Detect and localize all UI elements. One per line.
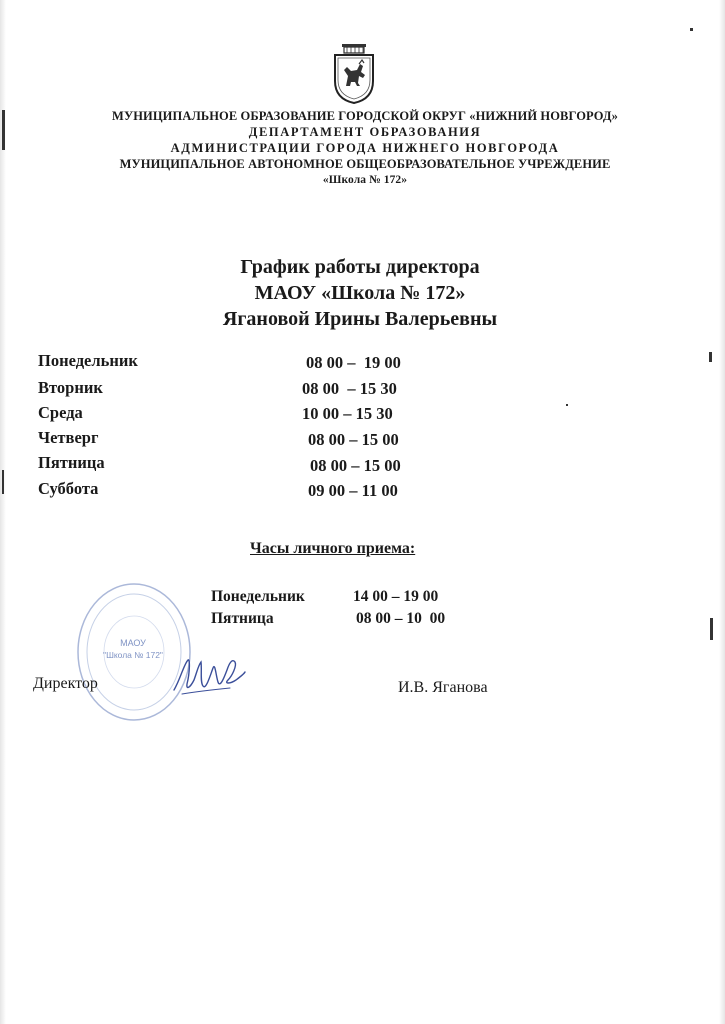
header-school-name: «Школа № 172» [322,174,408,186]
header-department: ДЕПАРТАМЕНТ ОБРАЗОВАНИЯ [248,125,482,139]
reception-hours: 14 00 – 19 00 [353,588,439,605]
scan-speck [709,352,712,362]
schedule-day: Среда [38,403,83,422]
signatory-role: Директор [33,675,98,692]
schedule-hours: 08 00 – 19 00 [306,353,401,372]
schedule-hours: 10 00 – 15 30 [302,404,393,423]
header-municipality: МУНИЦИПАЛЬНОЕ ОБРАЗОВАНИЕ ГОРОДСКОЙ ОКРУГ «НИЖНИЙ НОВГОРОД» [112,109,618,123]
scan-speck [690,28,693,31]
scan-speck [710,618,713,640]
reception-hours: 08 00 – 10 00 [356,610,446,627]
scan-speck [2,470,4,494]
stamp-line-school: "Школа № 172" [103,650,163,660]
schedule-day: Четверг [38,428,99,447]
schedule-hours: 08 00 – 15 00 [308,430,399,449]
title-line-school: МАОУ «Школа № 172» [254,282,466,304]
stamp-line-org: МАОУ [120,638,146,648]
schedule-hours: 08 00 – 15 00 [310,456,401,475]
header-institution-type: МУНИЦИПАЛЬНОЕ АВТОНОМНОЕ ОБЩЕОБРАЗОВАТЕЛЬНОЕ УЧРЕЖДЕНИЕ [119,157,611,171]
schedule-day: Понедельник [38,351,138,370]
scan-speck [566,404,568,406]
director-signature [170,650,248,702]
scan-speck [2,110,5,150]
schedule-hours: 08 00 – 15 30 [302,379,397,398]
title-line-schedule: График работы директора [240,256,480,278]
schedule-hours: 09 00 – 11 00 [308,481,398,500]
schedule-day: Пятница [38,453,105,472]
coat-of-arms-icon [332,42,376,106]
scan-edge-right [719,0,725,1024]
title-line-director: Ягановой Ирины Валерьевны [222,308,498,330]
header-administration: АДМИНИСТРАЦИИ ГОРОДА НИЖНЕГО НОВГОРОДА [170,141,560,155]
signatory-name: И.В. Яганова [398,679,488,696]
reception-hours-title: Часы личного приема: [250,540,416,557]
reception-day: Понедельник [211,588,305,605]
schedule-day: Вторник [38,378,103,397]
scan-edge-left [0,0,6,1024]
reception-day: Пятница [211,610,274,627]
document-title [120,254,600,332]
institution-header [40,108,690,188]
schedule-day: Суббота [38,479,99,498]
